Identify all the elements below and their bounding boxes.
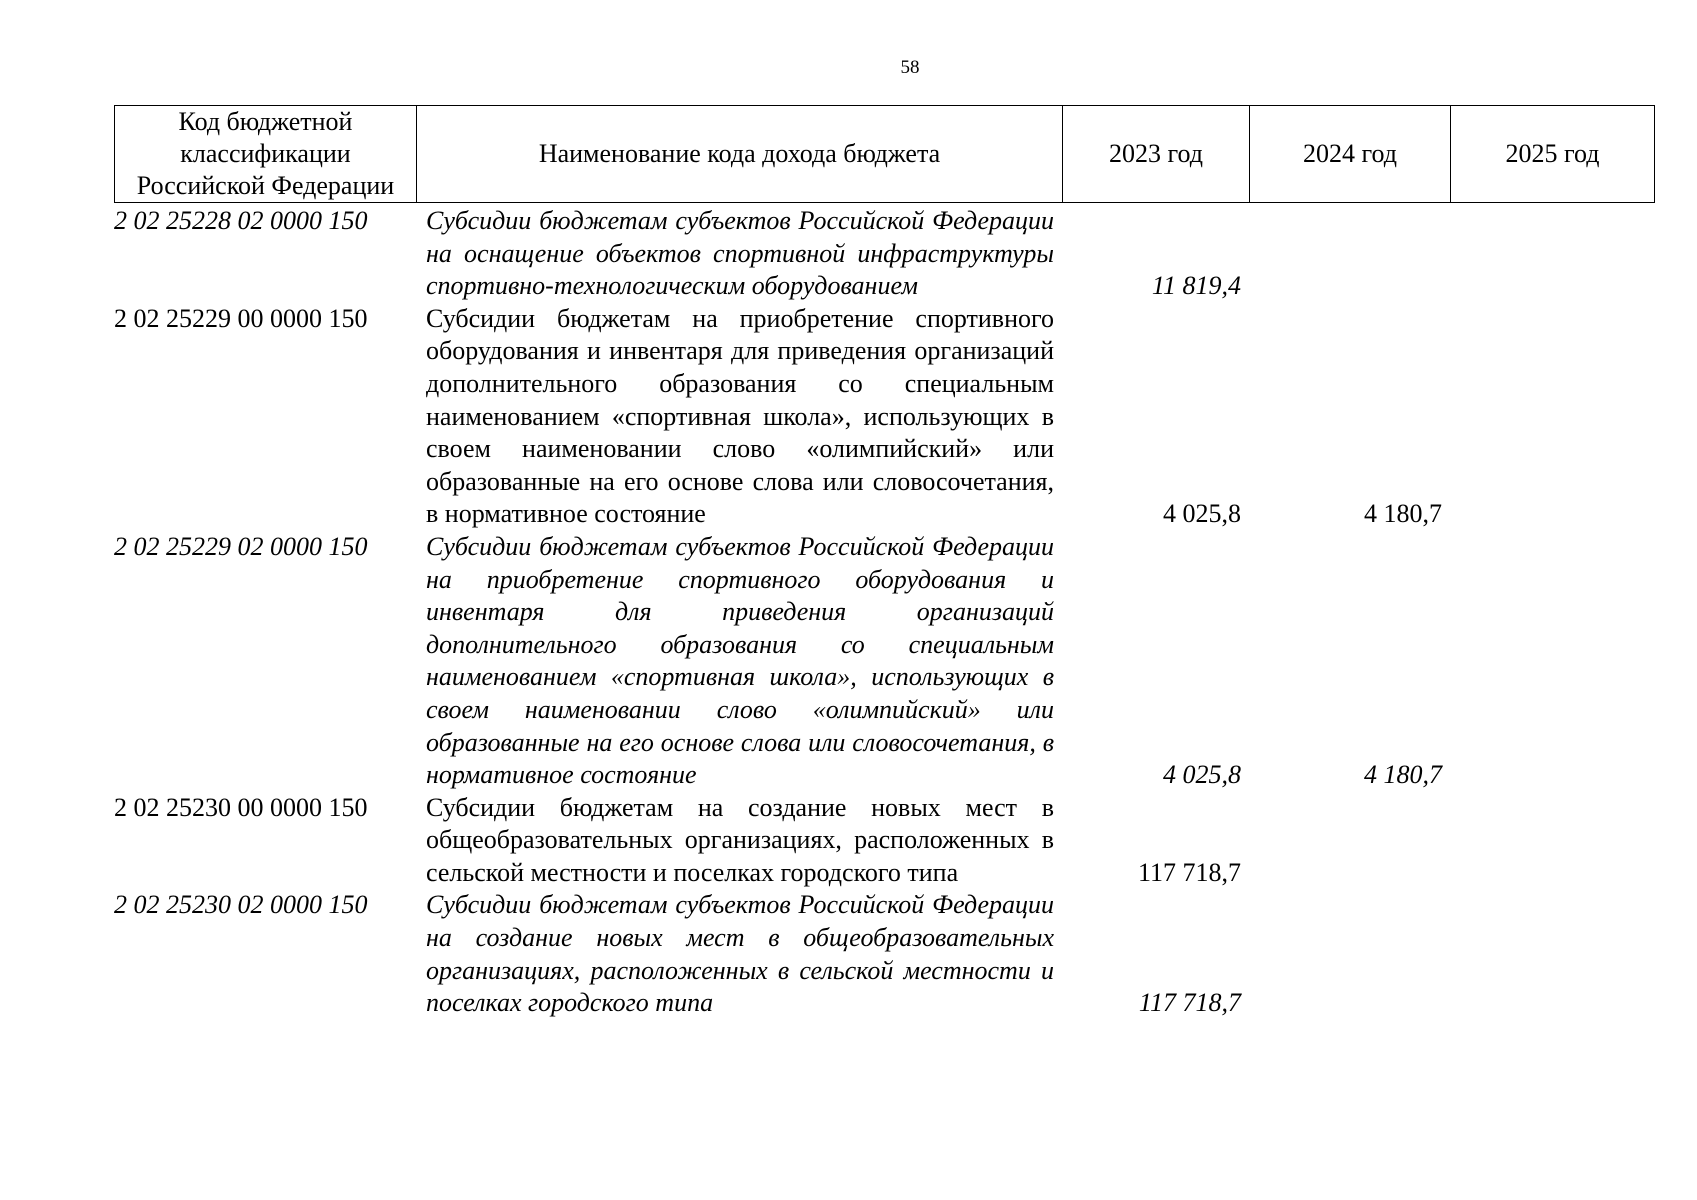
row-value-2025 bbox=[1450, 303, 1654, 531]
row-code: 2 02 25228 02 0000 150 bbox=[114, 206, 368, 235]
row-value-2024 bbox=[1249, 205, 1450, 303]
row-name: Субсидии бюджетам субъектов Российской Федерации на приобретение спортивного оборудования и инвентаря для приведения организаций дополнительного образования со специальным наименованием «спортивная школа», использующих в своем наименовании слово «олимпийский» или образованные на его основе слова или словосочетания, в нормативное состояние bbox=[426, 531, 1054, 790]
table-row bbox=[114, 205, 1654, 303]
row-value-2024 bbox=[1249, 792, 1450, 890]
table-header bbox=[114, 105, 1655, 203]
header-row bbox=[115, 106, 1655, 203]
row-name: Субсидии бюджетам на создание новых мест в общеобразовательных организациях, расположенных в сельской местности и поселках городского типа bbox=[426, 792, 1054, 887]
row-value-2024 bbox=[1249, 889, 1450, 1019]
header-2024: 2024 год bbox=[1250, 106, 1451, 203]
row-value-2023: 4 025,8 bbox=[1163, 760, 1241, 790]
row-code: 2 02 25229 02 0000 150 bbox=[114, 531, 368, 561]
row-value-2025 bbox=[1450, 792, 1654, 890]
row-value-2025 bbox=[1450, 205, 1654, 303]
table-body bbox=[114, 205, 1654, 1020]
row-name: Субсидии бюджетам субъектов Российской Федерации на оснащение объектов спортивной инфраструктуры спортивно-технологическим оборудованием bbox=[426, 206, 1054, 301]
table-row bbox=[114, 303, 1654, 531]
row-value-2024: 4 180,7 bbox=[1364, 760, 1442, 790]
revenue-table bbox=[114, 205, 1654, 1020]
row-code: 2 02 25230 02 0000 150 bbox=[114, 890, 368, 920]
header-code: Код бюджетной классификации Российской Федерации bbox=[115, 106, 417, 203]
row-value-2025 bbox=[1450, 889, 1654, 1019]
row-name: Субсидии бюджетам на приобретение спортивного оборудования и инвентаря для приведения организаций дополнительного образования со специальным наименованием «спортивная школа», использующих в своем наименовании слово «олимпийский» или образованные на его основе слова или словосочетания, в нормативное состояние bbox=[426, 303, 1054, 529]
header-2025: 2025 год bbox=[1451, 106, 1655, 203]
page-number: 58 bbox=[900, 57, 920, 78]
table-row bbox=[114, 531, 1654, 792]
row-value-2023: 117 718,7 bbox=[1138, 988, 1241, 1018]
row-code: 2 02 25230 00 0000 150 bbox=[114, 792, 368, 822]
row-code: 2 02 25229 00 0000 150 bbox=[114, 303, 368, 333]
row-value-2025 bbox=[1450, 531, 1654, 792]
row-value-2023: 4 025,8 bbox=[1163, 499, 1241, 529]
table-row bbox=[114, 889, 1654, 1019]
header-2023: 2023 год bbox=[1063, 106, 1250, 203]
row-value-2023: 11 819,4 bbox=[1151, 271, 1241, 301]
row-value-2023: 117 718,7 bbox=[1137, 857, 1241, 887]
table-row bbox=[114, 792, 1654, 890]
row-name: Субсидии бюджетам субъектов Российской Федерации на создание новых мест в общеобразовательных организациях, расположенных в сельской местности и поселках городского типа bbox=[426, 890, 1054, 1018]
row-value-2024: 4 180,7 bbox=[1364, 499, 1442, 529]
header-name: Наименование кода дохода бюджета bbox=[417, 106, 1063, 203]
